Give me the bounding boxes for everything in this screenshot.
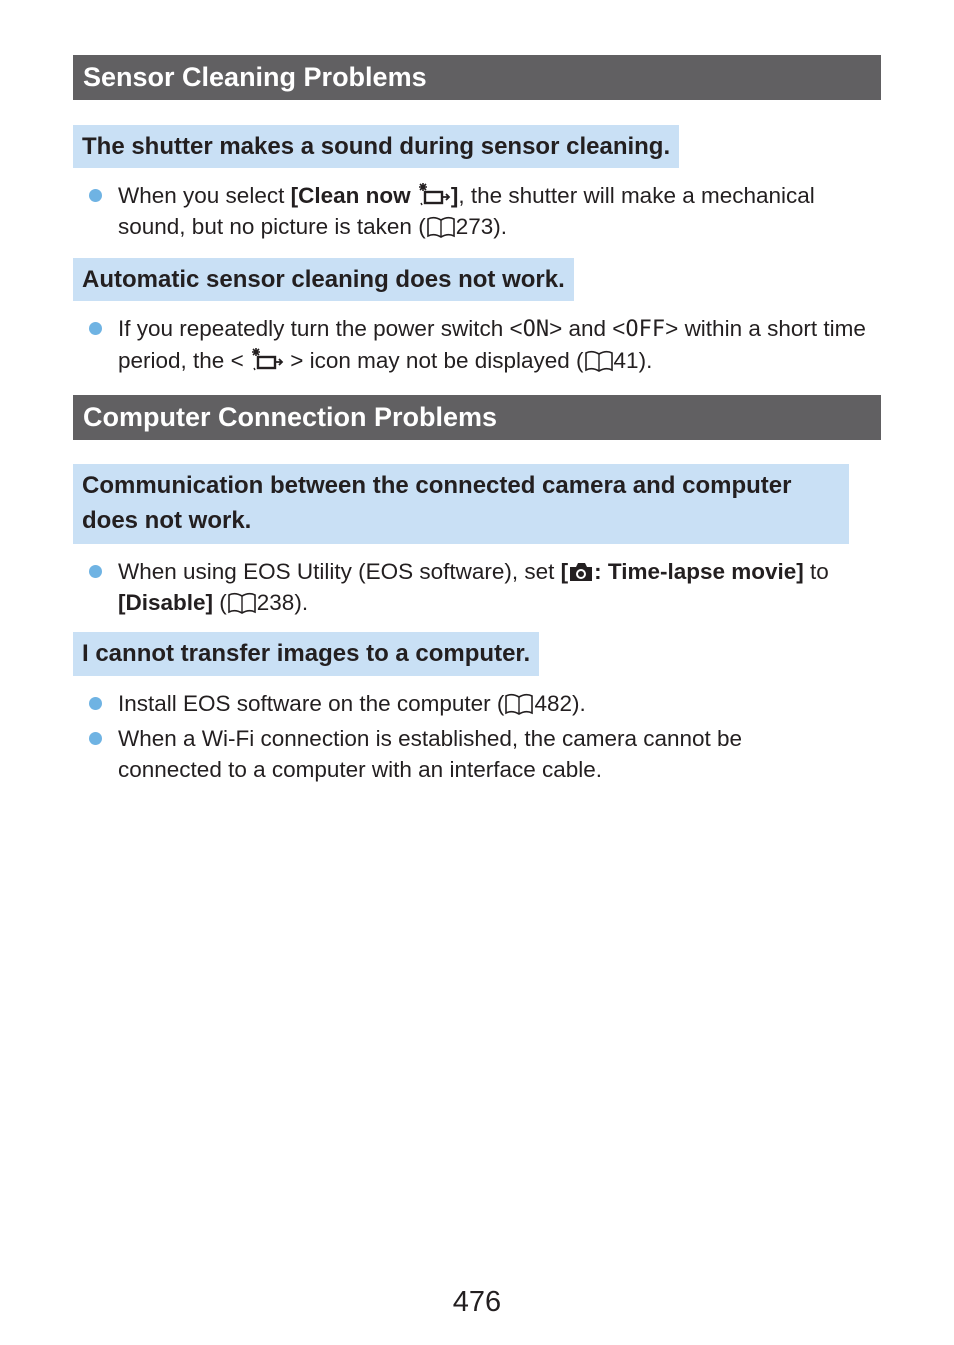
sensor-cleaning-icon	[417, 181, 451, 207]
subsection-title: Automatic sensor cleaning does not work.	[82, 266, 565, 293]
section-header-sensor-cleaning	[73, 55, 881, 100]
subsection-heading-transfer-images	[73, 632, 539, 676]
subsection-title: The shutter makes a sound during sensor cleaning.	[82, 133, 671, 160]
book-reference-icon	[504, 693, 534, 715]
subsection-title: I cannot transfer images to a computer.	[82, 640, 531, 667]
subsection-heading-communication	[73, 464, 849, 544]
list-item: When using EOS Utility (EOS software), set [ : Time-lapse movie] to [Disable] ( 238).	[118, 556, 888, 618]
subsection-heading-auto-cleaning	[73, 258, 574, 301]
list-item: When you select [Clean now ], the shutter will make a mechanical sound, but no picture is taken ( 273).	[118, 180, 888, 242]
section-header-computer-connection	[73, 395, 881, 440]
section-title: Sensor Cleaning Problems	[83, 62, 427, 92]
camera-icon	[568, 561, 594, 583]
book-reference-icon	[426, 216, 456, 238]
list-item: Install EOS software on the computer ( 482).	[118, 688, 888, 719]
section-title: Computer Connection Problems	[83, 402, 498, 432]
sensor-cleaning-icon	[250, 346, 284, 372]
bullet-icon	[89, 565, 102, 578]
list-item: If you repeatedly turn the power switch <ON> and <OFF> within a short time period, the < > icon may not be displayed ( 41).	[118, 313, 888, 376]
bullet-icon	[89, 322, 102, 335]
book-reference-icon	[584, 350, 614, 372]
subsection-title-line: does not work.	[82, 507, 252, 534]
subsection-heading-shutter-sound	[73, 125, 679, 168]
subsection-title-line: Communication between the connected camera and computer	[82, 472, 792, 499]
power-off-label: OFF	[625, 317, 666, 342]
bullet-icon	[89, 697, 102, 710]
list-item: When a Wi-Fi connection is established, the camera cannot be connected to a computer with an interface cable.	[118, 723, 798, 785]
page-number: 476	[452, 1286, 502, 1318]
book-reference-icon	[227, 592, 257, 614]
bullet-icon	[89, 189, 102, 202]
bullet-icon	[89, 732, 102, 745]
power-on-label: ON	[522, 317, 550, 342]
